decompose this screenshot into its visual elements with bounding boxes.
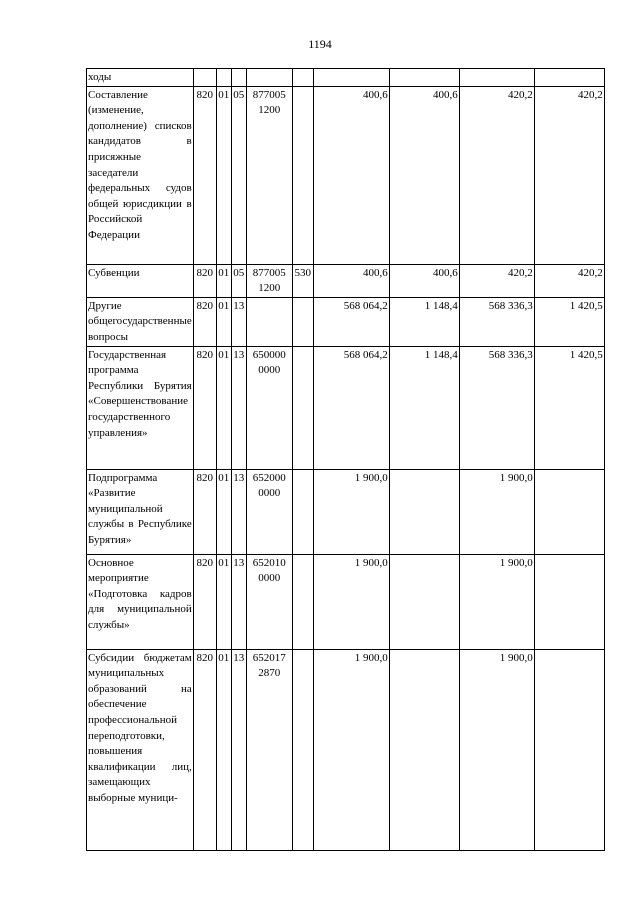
cell-rz: 01 — [216, 86, 231, 264]
cell-v4 — [534, 469, 604, 554]
cell-csr: 652010 0000 — [246, 554, 292, 649]
table-row — [87, 554, 605, 649]
cell-csr: 650000 0000 — [246, 346, 292, 469]
table-row — [87, 346, 605, 469]
cell-v3: 1 900,0 — [459, 554, 534, 649]
cell-v4: 1 420,5 — [534, 297, 604, 346]
cell-v2: 400,6 — [389, 86, 459, 264]
cell-v3: 1 900,0 — [459, 649, 534, 850]
cell-pr: 13 — [231, 554, 246, 649]
cell-pr: 13 — [231, 297, 246, 346]
cell-v4 — [534, 649, 604, 850]
cell-name: Составление (изменение, дополнение) списков кандидатов в присяжные заседатели федеральных судов общей юрисдикции в Российской Федерации — [87, 86, 194, 264]
cell-vr — [292, 554, 313, 649]
cell-rz — [216, 69, 231, 87]
cell-adm: 820 — [193, 649, 216, 850]
cell-v1: 1 900,0 — [313, 554, 389, 649]
cell-v1: 400,6 — [313, 86, 389, 264]
cell-rz: 01 — [216, 297, 231, 346]
cell-name: ходы — [87, 69, 194, 87]
cell-pr: 13 — [231, 346, 246, 469]
cell-rz: 01 — [216, 264, 231, 297]
cell-v4 — [534, 69, 604, 87]
cell-v3 — [459, 69, 534, 87]
cell-v3: 568 336,3 — [459, 346, 534, 469]
table-row — [87, 469, 605, 554]
cell-v4: 420,2 — [534, 264, 604, 297]
cell-v1: 568 064,2 — [313, 297, 389, 346]
budget-table — [86, 68, 605, 851]
cell-v2 — [389, 649, 459, 850]
cell-vr: 530 — [292, 264, 313, 297]
cell-v2: 1 148,4 — [389, 346, 459, 469]
cell-csr: 877005 1200 — [246, 86, 292, 264]
cell-csr — [246, 297, 292, 346]
cell-adm: 820 — [193, 554, 216, 649]
cell-v4: 1 420,5 — [534, 346, 604, 469]
cell-v4 — [534, 554, 604, 649]
cell-pr — [231, 69, 246, 87]
cell-vr — [292, 469, 313, 554]
cell-adm: 820 — [193, 297, 216, 346]
cell-v2 — [389, 69, 459, 87]
table-row — [87, 69, 605, 87]
cell-adm — [193, 69, 216, 87]
cell-name: Основное мероприятие «Подготовка кадров для муниципальной службы» — [87, 554, 194, 649]
cell-name: Государственная программа Республики Бурятия «Совершенствование государственного управления» — [87, 346, 194, 469]
cell-csr — [246, 69, 292, 87]
cell-v1: 400,6 — [313, 264, 389, 297]
cell-adm: 820 — [193, 86, 216, 264]
cell-v1 — [313, 69, 389, 87]
table-row — [87, 297, 605, 346]
cell-v2 — [389, 554, 459, 649]
cell-v2 — [389, 469, 459, 554]
cell-pr: 13 — [231, 469, 246, 554]
table-body — [87, 69, 605, 851]
cell-vr — [292, 297, 313, 346]
cell-adm: 820 — [193, 346, 216, 469]
table-row — [87, 86, 605, 264]
table-row — [87, 649, 605, 850]
cell-rz: 01 — [216, 469, 231, 554]
cell-pr: 05 — [231, 86, 246, 264]
table-row — [87, 264, 605, 297]
cell-v1: 568 064,2 — [313, 346, 389, 469]
cell-pr: 05 — [231, 264, 246, 297]
page-number: 1194 — [308, 37, 332, 51]
cell-csr: 652000 0000 — [246, 469, 292, 554]
cell-v4: 420,2 — [534, 86, 604, 264]
cell-name: Подпрограмма «Развитие муниципальной службы в Республике Бурятия» — [87, 469, 194, 554]
cell-vr — [292, 86, 313, 264]
cell-vr — [292, 649, 313, 850]
cell-rz: 01 — [216, 554, 231, 649]
cell-rz: 01 — [216, 649, 231, 850]
cell-rz: 01 — [216, 346, 231, 469]
cell-v1: 1 900,0 — [313, 649, 389, 850]
cell-v1: 1 900,0 — [313, 469, 389, 554]
cell-name: Субвенции — [87, 264, 194, 297]
cell-vr — [292, 69, 313, 87]
cell-csr: 652017 2870 — [246, 649, 292, 850]
cell-vr — [292, 346, 313, 469]
cell-csr: 877005 1200 — [246, 264, 292, 297]
cell-v2: 400,6 — [389, 264, 459, 297]
cell-pr: 13 — [231, 649, 246, 850]
cell-v3: 420,2 — [459, 264, 534, 297]
cell-adm: 820 — [193, 469, 216, 554]
cell-name: Субсидии бюджетам муниципальных образований на обеспечение профессиональной переподготовки, повышения квалификации лиц, замещающих выборные муници- — [87, 649, 194, 850]
cell-v3: 568 336,3 — [459, 297, 534, 346]
cell-v2: 1 148,4 — [389, 297, 459, 346]
cell-adm: 820 — [193, 264, 216, 297]
cell-name: Другие общегосударственные вопросы — [87, 297, 194, 346]
cell-v3: 420,2 — [459, 86, 534, 264]
cell-v3: 1 900,0 — [459, 469, 534, 554]
